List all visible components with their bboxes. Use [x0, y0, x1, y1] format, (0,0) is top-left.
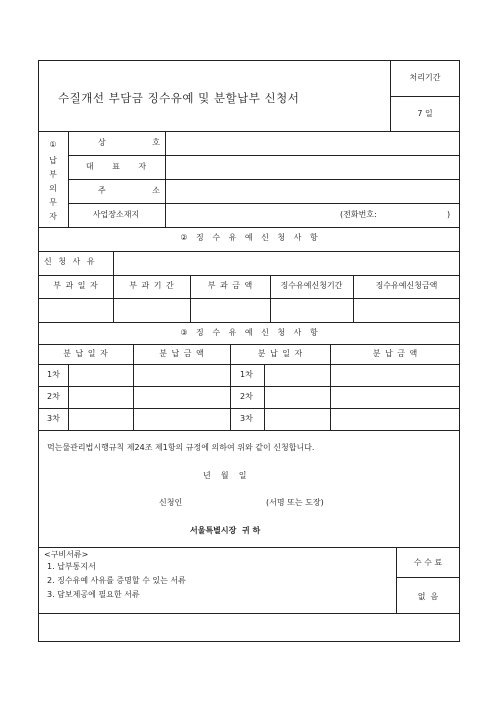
section2-col-header: 부 과 금 액	[207, 281, 253, 290]
obligor-label-char: 의	[49, 184, 57, 193]
obligor-row-label: 사업장소재지	[92, 210, 140, 219]
obligor-label-char: 부	[49, 170, 57, 179]
obligor-row-line	[68, 203, 460, 204]
reason-label: 신 청 사 유	[44, 257, 97, 266]
installment-label: 3차	[47, 414, 60, 423]
section2-col-header: 징수유예신청기간	[280, 281, 343, 290]
section3-line	[38, 364, 460, 365]
reason-divider	[113, 251, 114, 275]
obligor-label-char: 무	[49, 198, 57, 207]
section3-col-header: 분 납 일 자	[63, 349, 108, 358]
section3-sub-line	[68, 364, 69, 430]
installment-label: 1차	[47, 370, 60, 379]
obligor-number: ①	[49, 140, 57, 149]
obligor-label-char: 자	[49, 212, 57, 221]
recipient-label: 서울특별시장 귀 하	[190, 526, 261, 535]
period-divider	[390, 96, 460, 97]
installment-label: 2차	[47, 392, 60, 401]
period-label: 처리기간	[409, 73, 441, 82]
section3-line	[38, 386, 460, 387]
fee-value: 없 음	[417, 592, 439, 601]
section2-col-header: 부 과 기 간	[129, 281, 174, 290]
section3-bottom	[38, 430, 460, 431]
installment-label: 2차	[240, 392, 253, 401]
section3-col-header: 분 납 일 자	[257, 349, 303, 358]
phone-close: )	[447, 210, 451, 219]
phone-label: (전화번호:	[340, 210, 377, 219]
section2-title: ② 징 수 유 예 신 청 사 항	[180, 233, 318, 242]
obligor-row-label: 상 호	[98, 138, 182, 147]
fee-line	[396, 577, 460, 578]
section3-sub-line	[264, 364, 265, 430]
section2-col-header: 부 과 일 자	[53, 281, 98, 290]
applicant-label: 신청인	[159, 498, 183, 507]
section3-col-header: 분 납 금 액	[159, 349, 204, 358]
period-value: 7 일	[417, 109, 433, 118]
section2-line	[38, 251, 460, 252]
document-item: 3. 담보제공에 필요한 서류	[47, 590, 140, 599]
section2-line	[38, 275, 460, 276]
section3-line	[38, 408, 460, 409]
installment-label: 3차	[240, 414, 253, 423]
obligor-label-char: 납	[49, 156, 57, 165]
obligor-label	[46, 154, 60, 224]
documents-bottom	[38, 613, 460, 614]
fee-divider	[396, 547, 397, 613]
obligor-bottom	[38, 227, 460, 228]
section2-line	[38, 298, 460, 299]
signature-label: (서명 또는 도장)	[266, 498, 324, 507]
document-item: 1. 납부통지서	[47, 562, 96, 571]
section3-title: ③ 징 수 유 예 신 청 사 항	[180, 328, 318, 337]
obligor-row-label: 주 소	[98, 186, 182, 195]
obligor-row-line	[68, 179, 460, 180]
declaration-date: 년 월 일	[203, 471, 247, 480]
form-title: 수질개선 부담금 징수유예 및 분할납부 신청서	[58, 91, 300, 105]
documents-heading: <구비서류>	[44, 550, 89, 559]
section3-line	[38, 344, 460, 345]
document-item: 2. 징수유예 사유를 증명할 수 있는 서류	[47, 576, 186, 585]
header-bottom	[38, 131, 460, 132]
fee-label: 수 수 료	[413, 558, 443, 567]
obligor-row-label: 대 표 자	[85, 162, 155, 171]
declaration-text: 먹는물관리법시행규칙 제24조 제1항의 규정에 의하여 위와 같이 신청합니다.	[47, 443, 315, 452]
section2-bottom	[38, 322, 460, 323]
obligor-row-line	[68, 155, 460, 156]
section2-col-header: 징수유예신청금액	[375, 281, 438, 290]
installment-label: 1차	[240, 370, 253, 379]
section3-col-header: 분 납 금 액	[372, 349, 418, 358]
